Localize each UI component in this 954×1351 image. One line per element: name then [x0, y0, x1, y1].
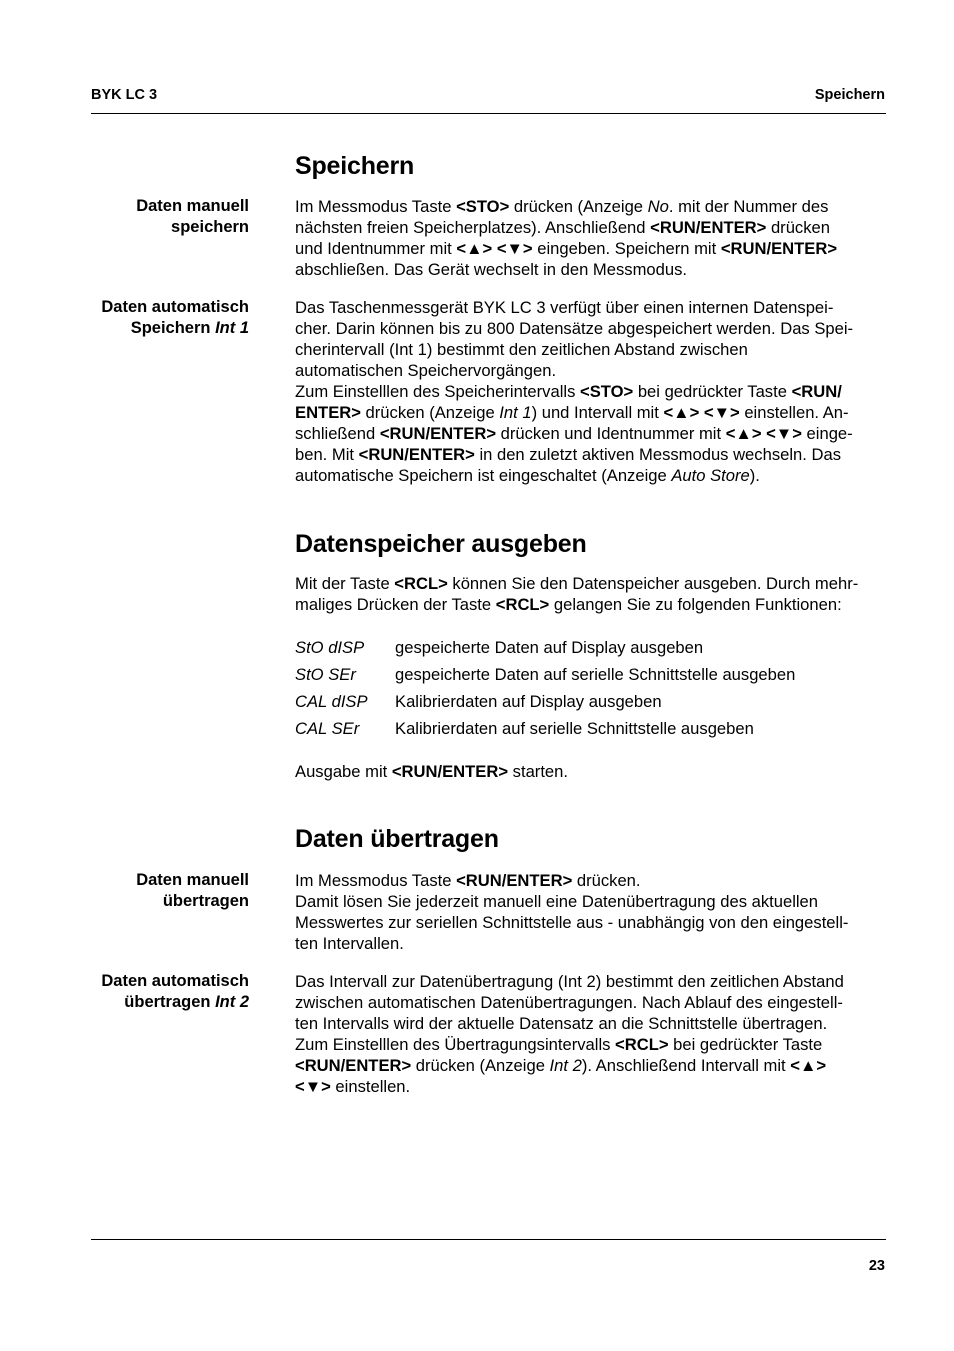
function-code: StO SEr	[295, 665, 356, 684]
display-text: Auto Store	[671, 466, 750, 485]
header-section: Speichern	[814, 87, 885, 103]
text-line: maliges Drücken der Taste <RCL> gelangen Sie zu folgenden Funktionen:	[295, 595, 842, 614]
key-label: <▲> <▼>	[725, 424, 802, 443]
side-label-line: Daten automatisch	[101, 298, 249, 316]
key-label: <RUN/ENTER>	[650, 218, 767, 237]
text-line: Im Messmodus Taste <RUN/ENTER> drücken.	[295, 871, 641, 890]
text-line: ten Intervallen.	[295, 934, 404, 953]
paragraph-auto-store	[295, 297, 889, 486]
side-label-auto-store	[49, 297, 249, 339]
key-label: <RCL>	[615, 1035, 669, 1054]
text-line: Ausgabe mit <RUN/ENTER> starten.	[295, 762, 568, 781]
display-text: No	[647, 197, 669, 216]
key-label: ENTER>	[295, 403, 361, 422]
side-label-line: Daten manuell	[136, 197, 249, 215]
key-label: <RUN/ENTER>	[720, 239, 838, 258]
key-label: <▲> <▼>	[663, 403, 740, 422]
side-label-italic: Int 1	[215, 319, 249, 337]
function-desc: gespeicherte Daten auf Display ausgeben	[395, 638, 704, 657]
text-line: nächsten freien Speicherplatzes). Anschließend <RUN/ENTER> drücken	[295, 218, 830, 237]
side-label-auto-transfer	[49, 971, 249, 1013]
text-line: cherintervall (Int 1) bestimmt den zeitlichen Abstand zwischen	[295, 340, 748, 359]
text-line: Mit der Taste <RCL> können Sie den Datenspeicher ausgeben. Durch mehr-	[295, 574, 859, 593]
heading-uebertragen: Daten übertragen	[295, 825, 499, 853]
paragraph-ausgeben-outro	[295, 761, 889, 782]
function-code: CAL dISP	[295, 692, 368, 711]
text-line: ten Intervalls wird der aktuelle Datensatz an die Schnittstelle übertragen.	[295, 1014, 828, 1033]
display-text: Int 2	[549, 1056, 582, 1075]
side-label-manual-transfer	[49, 870, 249, 912]
text-line: Zum Einstelllen des Speicherintervalls <STO> bei gedrückter Taste <RUN/	[295, 382, 842, 401]
function-desc: Kalibrierdaten auf Display ausgeben	[395, 692, 662, 711]
function-desc: Kalibrierdaten auf serielle Schnittstelle ausgeben	[395, 719, 754, 738]
side-label-line: speichern	[171, 218, 249, 236]
side-label-line	[49, 992, 249, 1013]
paragraph-auto-transfer	[295, 971, 889, 1097]
paragraph-ausgeben-intro	[295, 573, 889, 615]
text-line: <RUN/ENTER> drücken (Anzeige Int 2). Anschließend Intervall mit <▲>	[295, 1056, 827, 1075]
side-label-line: übertragen	[162, 892, 249, 910]
function-code: StO dISP	[295, 638, 365, 657]
text-line: Das Taschenmessgerät BYK LC 3 verfügt über einen internen Datenspei-	[295, 298, 834, 317]
key-label: <RUN/ENTER>	[391, 762, 509, 781]
text-line: Messwertes zur seriellen Schnittstelle aus - unabhängig von den eingestell-	[295, 913, 849, 932]
text-line: Zum Einstelllen des Übertragungsintervalls <RCL> bei gedrückter Taste	[295, 1035, 823, 1054]
key-label: <▼>	[295, 1077, 331, 1096]
key-label: <STO>	[580, 382, 634, 401]
text-line: cher. Darin können bis zu 800 Datensätze abgespeichert werden. Das Spei-	[295, 319, 854, 338]
text-line: Damit lösen Sie jederzeit manuell eine Datenübertragung des aktuellen	[295, 892, 819, 911]
side-label-line: Daten manuell	[136, 871, 249, 889]
text-line: ben. Mit <RUN/ENTER> in den zuletzt aktiven Messmodus wechseln. Das	[295, 445, 841, 464]
text-line: zwischen automatischen Datenübertragungen. Nach Ablauf des eingestell-	[295, 993, 843, 1012]
text-line: automatische Speichern ist eingeschaltet (Anzeige Auto Store).	[295, 466, 760, 485]
display-text: Int 1	[499, 403, 532, 422]
text-line: abschließen. Das Gerät wechselt in den Messmodus.	[295, 260, 687, 279]
side-label-text: Speichern	[130, 319, 216, 337]
paragraph-manual-store	[295, 196, 889, 280]
side-label-italic: Int 2	[215, 993, 249, 1011]
key-label: <STO>	[456, 197, 510, 216]
key-label: <RCL>	[495, 595, 550, 614]
text-line: <▼> einstellen.	[295, 1077, 411, 1096]
key-label: <▲> <▼>	[456, 239, 533, 258]
key-label: <RCL>	[394, 574, 448, 593]
function-desc: gespeicherte Daten auf serielle Schnittstelle ausgeben	[395, 665, 796, 684]
text-line: und Identnummer mit <▲> <▼> eingeben. Speichern mit <RUN/ENTER>	[295, 239, 838, 258]
key-label: <RUN/ENTER>	[379, 424, 497, 443]
key-label: <RUN/ENTER>	[295, 1056, 412, 1075]
text-line: schließend <RUN/ENTER> drücken und Identnummer mit <▲> <▼> einge-	[295, 424, 853, 443]
key-label: <RUN/ENTER>	[456, 871, 573, 890]
heading-speichern: Speichern	[295, 152, 415, 180]
page-number: 23	[868, 1258, 885, 1274]
text-line: automatischen Speichervorgängen.	[295, 361, 557, 380]
key-label: <RUN/	[791, 382, 842, 401]
paragraph-manual-transfer	[295, 870, 889, 954]
footer-rule	[91, 1239, 886, 1240]
header-product: BYK LC 3	[91, 87, 158, 103]
text-line: ENTER> drücken (Anzeige Int 1) und Intervall mit <▲> <▼> einstellen. An-	[295, 403, 849, 422]
function-code: CAL SEr	[295, 719, 360, 738]
side-label-line	[49, 318, 249, 339]
text-line: Das Intervall zur Datenübertragung (Int 2) bestimmt den zeitlichen Abstand	[295, 972, 844, 991]
header-rule	[91, 113, 886, 114]
side-label-line: Daten automatisch	[101, 972, 249, 990]
side-label-text: übertragen	[124, 993, 216, 1011]
key-label: <▲>	[790, 1056, 827, 1075]
key-label: <RUN/ENTER>	[358, 445, 475, 464]
side-label-manual-store	[49, 196, 249, 238]
heading-ausgeben: Datenspeicher ausgeben	[295, 530, 587, 558]
text-line: Im Messmodus Taste <STO> drücken (Anzeige No. mit der Nummer des	[295, 197, 829, 216]
